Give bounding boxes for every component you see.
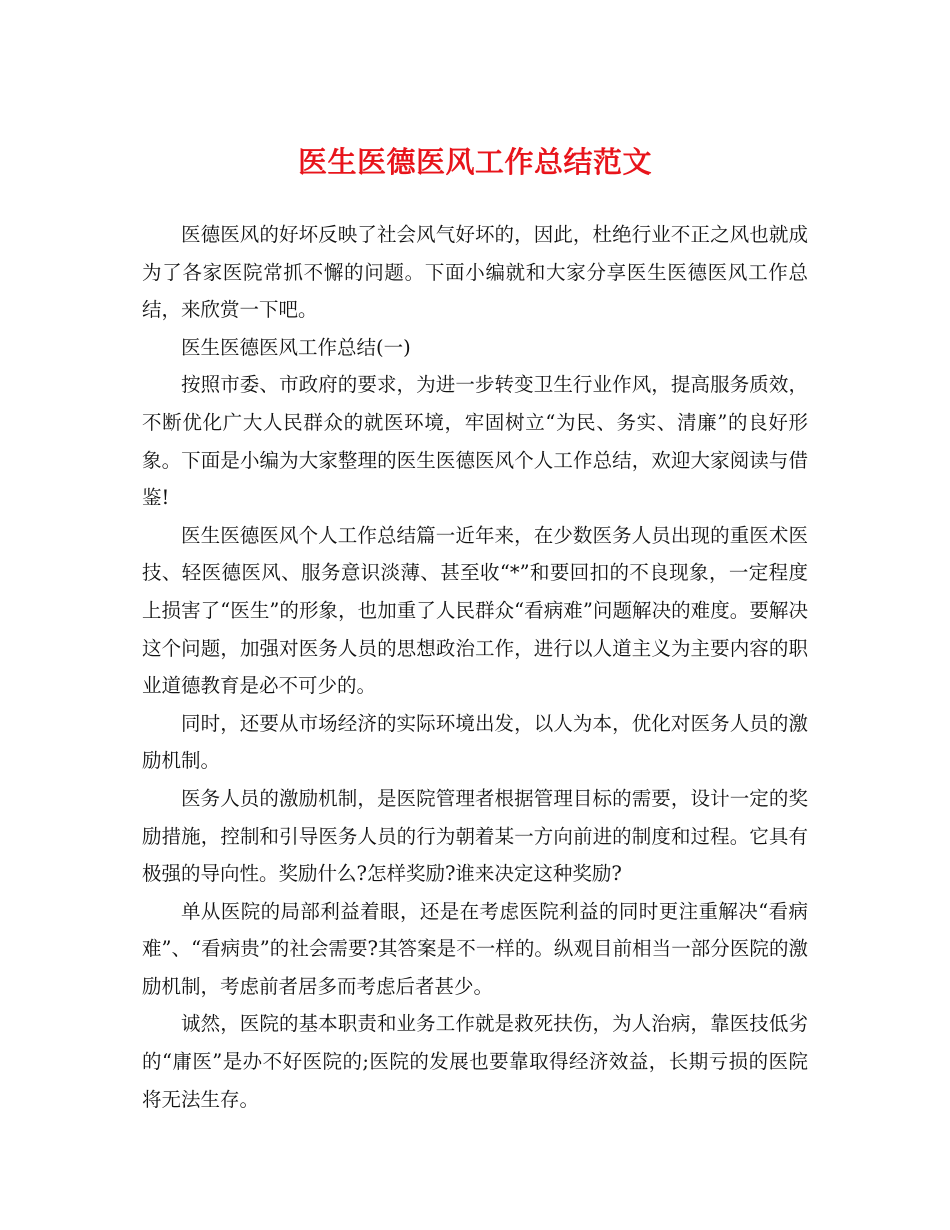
document-body — [142, 216, 808, 1118]
paragraph: 按照市委、市政府的要求，为进一步转变卫生行业作风，提高服务质效，不断优化广大人民群众的就医环境，牢固树立“为民、务实、清廉”的良好形象。下面是小编为大家整理的医生医德医风个人工作总结，欢迎大家阅读与借鉴! — [142, 373, 808, 510]
paragraph: 诚然，医院的基本职责和业务工作就是救死扶伤，为人治病，靠医技低劣的“庸医”是办不好医院的;医院的发展也要靠取得经济效益，长期亏损的医院将无法生存。 — [142, 1012, 808, 1111]
paragraph: 医务人员的激励机制，是医院管理者根据管理目标的需要，设计一定的奖励措施，控制和引导医务人员的行为朝着某一方向前进的制度和过程。它具有极强的导向性。奖励什么?怎样奖励?谁来决定这种奖励? — [142, 786, 808, 886]
document-title: 医生医德医风工作总结范文 — [297, 145, 652, 179]
paragraph: 单从医院的局部利益着眼，还是在考虑医院利益的同时更注重解决“看病难”、“看病贵”的社会需要?其答案是不一样的。纵观目前相当一部分医院的激励机制，考虑前者居多而考虑后者甚少。 — [142, 899, 808, 998]
section-heading: 医生医德医风工作总结(一) — [181, 335, 411, 359]
paragraph: 医德医风的好坏反映了社会风气好坏的，因此，杜绝行业不正之风也就成为了各家医院常抓不懈的问题。下面小编就和大家分享医生医德医风工作总结，来欣赏一下吧。 — [142, 223, 808, 322]
paragraph: 同时，还要从市场经济的实际环境出发，以人为本，优化对医务人员的激励机制。 — [142, 711, 808, 773]
paragraph: 医生医德医风个人工作总结篇一近年来，在少数医务人员出现的重医术医技、轻医德医风、服务意识淡薄、甚至收“*”和要回扣的不良现象，一定程度上损害了“医生”的形象，也加重了人民群众“看病难”问题解决的难度。要解决这个问题，加强对医务人员的思想政治工作，进行以人道主义为主要内容的职业道德教育是必不可少的。 — [142, 523, 808, 698]
